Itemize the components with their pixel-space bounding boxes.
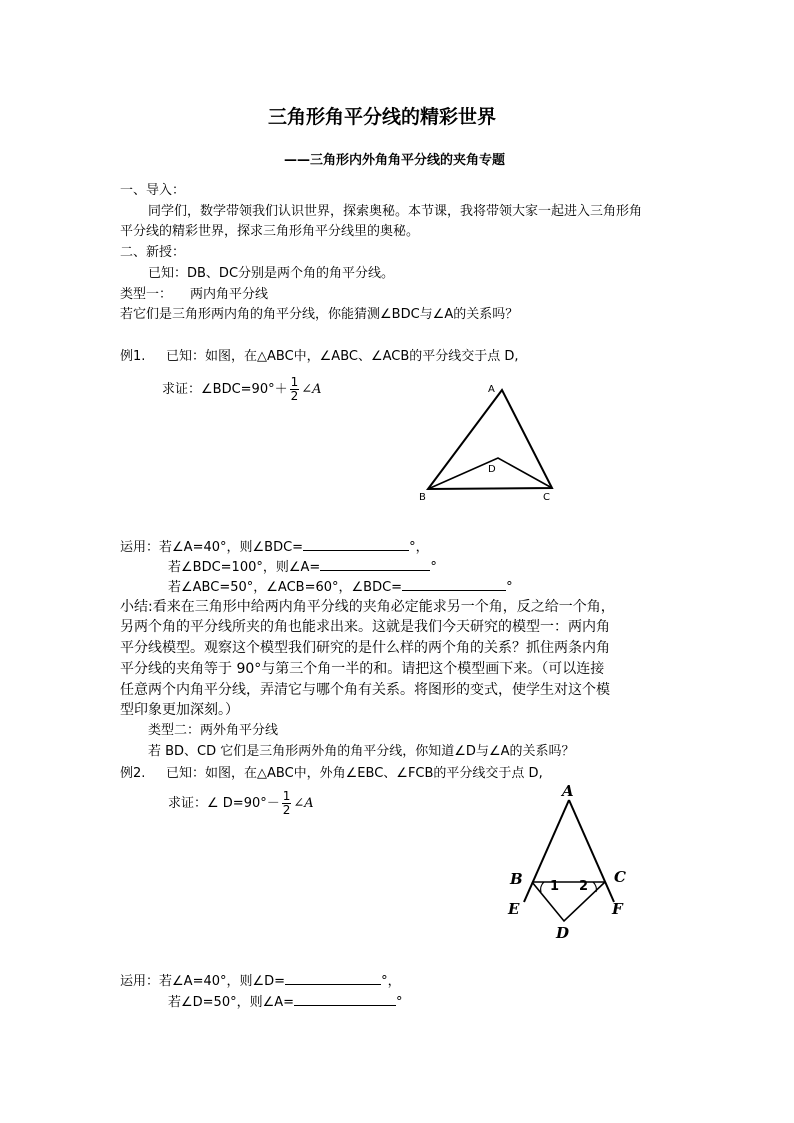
answer-blank[interactable] — [294, 991, 396, 1006]
frac-numerator: 1 — [290, 375, 299, 389]
triangle-figure-1 — [418, 378, 568, 504]
type1-name: 两内角平分线 — [190, 287, 269, 302]
frac-denominator: 2 — [290, 389, 299, 403]
frac-denominator: 2 — [282, 803, 291, 817]
intro-heading: 一、导入： — [120, 183, 186, 198]
fig1-label-A: A — [488, 384, 495, 395]
fig1-label-C: C — [543, 492, 550, 503]
apply1-q3-unit: ° — [506, 580, 513, 595]
new-lesson-heading: 二、新授： — [120, 245, 186, 260]
apply2-q2-text: 若∠D=50°，则∠A= — [168, 995, 295, 1010]
frac-numerator: 1 — [282, 789, 291, 803]
summary-label: 小结 — [120, 599, 148, 615]
fig2-label-F: F — [612, 900, 623, 918]
apply1-label: 运用： — [120, 540, 160, 555]
answer-blank[interactable] — [303, 536, 409, 551]
fig2-label-A: A — [562, 782, 574, 800]
example1-label: 例1. — [120, 349, 146, 364]
apply1-q2-text: 若∠BDC=100°，则∠A= — [168, 560, 321, 575]
example1-fraction — [290, 376, 300, 403]
apply1-q1 — [120, 536, 429, 557]
fig2-label-C: C — [614, 868, 626, 886]
apply2-label: 运用： — [120, 974, 160, 989]
apply2-q2-unit: ° — [396, 995, 403, 1010]
page-subtitle: ——三角形内外角角平分线的夹角专题 — [284, 153, 506, 168]
summary-line-5: 任意两个内角平分线，弄清它与哪个角有关系。将图形的变式，使学生对这个模 — [120, 682, 610, 698]
fig2-label-E: E — [508, 900, 520, 918]
apply1-q3-text: 若∠ABC=50°，∠ACB=60°，∠BDC= — [168, 580, 403, 595]
apply2-q2 — [168, 991, 403, 1012]
example1-given: 已知：如图，在△ABC中，∠ABC、∠ACB的平分线交于点 D, — [166, 349, 519, 364]
apply1-q1-unit: °， — [409, 540, 429, 555]
fig1-label-D: D — [488, 464, 496, 475]
summary-line-1 — [120, 598, 615, 616]
fig1-label-B: B — [419, 492, 426, 503]
known-statement: 已知：DB、DC分别是两个角的角平分线。 — [148, 266, 395, 281]
apply1-q2 — [168, 556, 437, 577]
summary-line-1-text: :看来在三角形中给两内角平分线的夹角必定能求另一个角，反之给一个角， — [148, 599, 615, 615]
example2-prove-prefix: 求证：∠ D=90°－ — [168, 796, 280, 811]
example2-given: 已知：如图，在△ABC中，外角∠EBC、∠FCB的平分线交于点 D, — [166, 766, 543, 781]
summary-line-6: 型印象更加深刻。） — [120, 702, 239, 718]
summary-line-2: 另两个角的平分线所夹的角也能求出来。这就是我们今天研究的模型一：两内角 — [120, 619, 610, 635]
answer-blank[interactable] — [320, 556, 430, 571]
summary-line-3: 平分线模型。观察这个模型我们研究的是什么样的两个角的关系？抓住两条内角 — [120, 640, 610, 656]
page-title: 三角形角平分线的精彩世界 — [268, 106, 497, 128]
fig2-label-D: D — [556, 924, 570, 940]
type2-label: 类型二：两外角平分线 — [148, 723, 279, 738]
fig2-angle-1: 1 — [550, 879, 560, 894]
apply2-q1 — [120, 970, 401, 991]
apply1-q2-unit: ° — [430, 560, 437, 575]
answer-blank[interactable] — [285, 970, 381, 985]
example2-prove — [168, 790, 314, 817]
example2-prove-suffix: ∠A — [293, 796, 314, 811]
type1-label: 类型一： — [120, 287, 173, 302]
answer-blank[interactable] — [402, 576, 506, 591]
apply1-q3 — [168, 576, 513, 597]
triangle-figure-2 — [504, 780, 644, 940]
type2-question: 若 BD、CD 它们是三角形两外角的角平分线，你知道∠D与∠A的关系吗？ — [148, 744, 575, 759]
apply2-q1-text: 若∠A=40°，则∠D= — [159, 974, 286, 989]
example1-prove-suffix: ∠A — [301, 382, 322, 397]
fig2-angle-2: 2 — [579, 879, 589, 894]
type1-question: 若它们是三角形两内角的角平分线，你能猜测∠BDC与∠A的关系吗？ — [120, 307, 519, 322]
example2-fraction — [282, 790, 292, 817]
summary-line-4: 平分线的夹角等于 90°与第三个角一半的和。请把这个模型画下来。（可以连接 — [120, 661, 605, 677]
fig2-label-B: B — [510, 870, 523, 888]
example1-prove-prefix: 求证：∠BDC=90°＋ — [162, 382, 288, 397]
intro-line-2: 平分线的精彩世界，探求三角形角平分线里的奥秘。 — [120, 224, 420, 239]
example2-label: 例2. — [120, 766, 146, 781]
example1-prove — [162, 376, 322, 403]
apply2-q1-unit: °， — [381, 974, 401, 989]
intro-line-1: 同学们，数学带领我们认识世界，探索奥秘。本节课，我将带领大家一起进入三角形角 — [148, 204, 643, 219]
apply1-q1-text: 若∠A=40°，则∠BDC= — [159, 540, 304, 555]
